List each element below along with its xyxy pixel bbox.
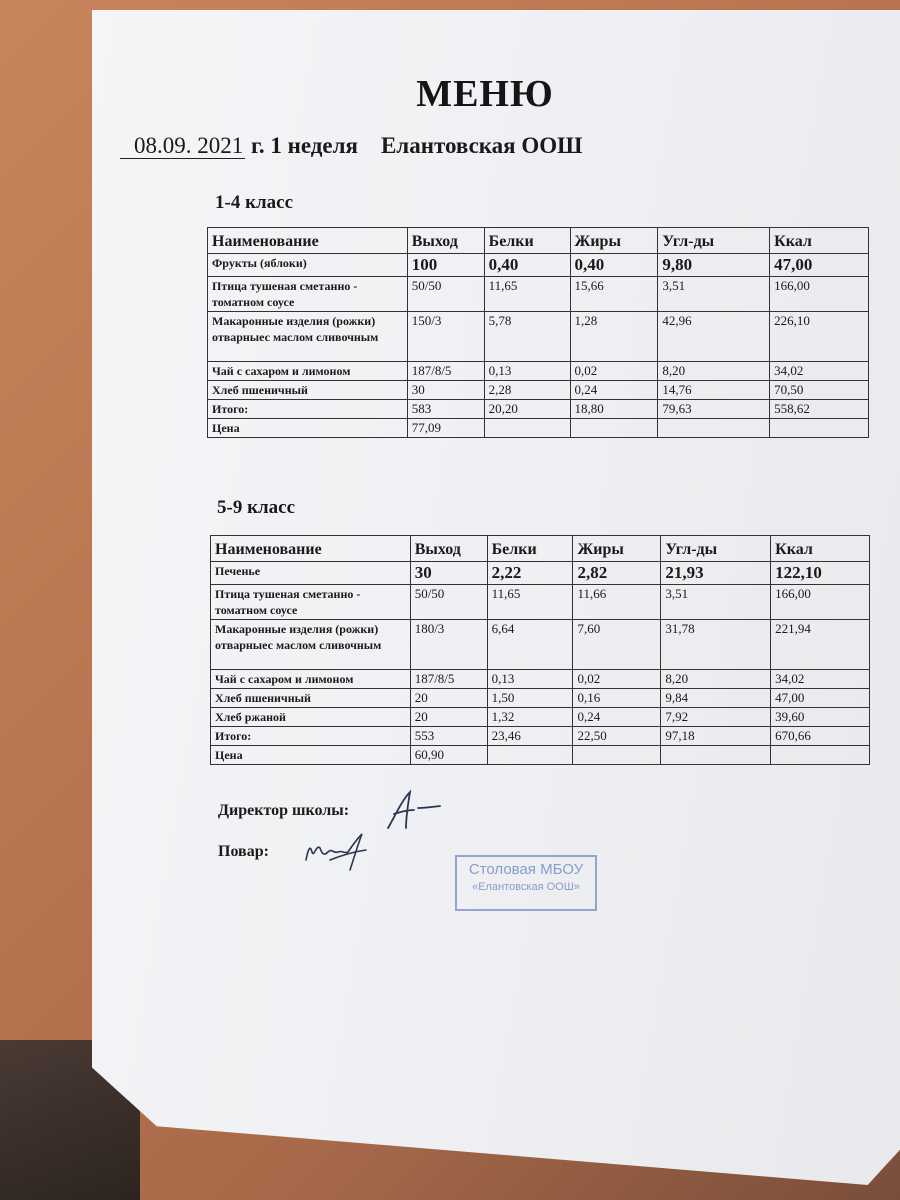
cell-fat: 7,60 — [573, 620, 661, 670]
header-protein: Белки — [484, 228, 570, 254]
header-out: Выход — [407, 228, 484, 254]
header-kcal: Ккал — [770, 228, 869, 254]
cell-protein: 0,13 — [487, 670, 573, 689]
cell-fat: 0,16 — [573, 689, 661, 708]
cell-kcal: 558,62 — [770, 400, 869, 419]
cell-out: 100 — [407, 254, 484, 277]
table-row — [208, 381, 869, 400]
cell-kcal: 166,00 — [770, 277, 869, 312]
cell-carbs: 7,92 — [661, 708, 771, 727]
cell-kcal — [770, 419, 869, 438]
cell-out: 187/8/5 — [407, 362, 484, 381]
cell-carbs: 97,18 — [661, 727, 771, 746]
table-row — [211, 689, 870, 708]
cell-out: 20 — [410, 708, 487, 727]
header-out: Выход — [410, 536, 487, 562]
cell-carbs: 14,76 — [658, 381, 770, 400]
cell-out: 50/50 — [407, 277, 484, 312]
table-row — [211, 727, 870, 746]
cell-name: Цена — [211, 746, 411, 765]
section-title-5-9: 5-9 класс — [217, 497, 296, 518]
cell-carbs — [658, 419, 770, 438]
menu-date: 08.09. 2021 — [120, 133, 245, 159]
cell-carbs: 9,80 — [658, 254, 770, 277]
cell-kcal — [771, 746, 870, 765]
cell-name: Хлеб пшеничный — [211, 689, 411, 708]
cook-signature — [300, 830, 375, 875]
cell-name: Хлеб ржаной — [211, 708, 411, 727]
table-row — [208, 277, 869, 312]
cell-out: 60,90 — [410, 746, 487, 765]
subtitle-text: г. 1 неделя Елантовская ООШ — [245, 133, 583, 158]
cell-carbs: 42,96 — [658, 312, 770, 362]
cell-carbs: 8,20 — [661, 670, 771, 689]
cell-protein: 1,32 — [487, 708, 573, 727]
table-row — [208, 362, 869, 381]
cell-out: 30 — [410, 562, 487, 585]
cell-fat: 18,80 — [570, 400, 658, 419]
cell-protein: 1,50 — [487, 689, 573, 708]
cell-kcal: 226,10 — [770, 312, 869, 362]
cell-fat: 22,50 — [573, 727, 661, 746]
cell-kcal: 122,10 — [771, 562, 870, 585]
cell-carbs: 79,63 — [658, 400, 770, 419]
cell-protein: 6,64 — [487, 620, 573, 670]
cell-protein: 0,13 — [484, 362, 570, 381]
cell-protein: 2,22 — [487, 562, 573, 585]
cell-carbs: 31,78 — [661, 620, 771, 670]
cell-out: 187/8/5 — [410, 670, 487, 689]
cell-name: Чай с сахаром и лимоном — [208, 362, 408, 381]
cell-out: 77,09 — [407, 419, 484, 438]
director-signature — [380, 788, 450, 833]
cell-carbs: 21,93 — [661, 562, 771, 585]
cell-name: Макаронные изделия (рожки) отварныес маслом сливочным — [211, 620, 411, 670]
cell-fat: 0,24 — [573, 708, 661, 727]
cell-out: 150/3 — [407, 312, 484, 362]
page-title: МЕНЮ — [416, 73, 554, 115]
cell-protein: 2,28 — [484, 381, 570, 400]
cell-fat: 0,02 — [570, 362, 658, 381]
cell-kcal: 47,00 — [770, 254, 869, 277]
table-row — [211, 670, 870, 689]
table-row — [211, 708, 870, 727]
cell-fat: 2,82 — [573, 562, 661, 585]
header-carbs: Угл-ды — [658, 228, 770, 254]
cell-kcal: 70,50 — [770, 381, 869, 400]
cell-fat: 15,66 — [570, 277, 658, 312]
cell-name: Итого: — [208, 400, 408, 419]
header-kcal: Ккал — [771, 536, 870, 562]
cell-protein — [484, 419, 570, 438]
table-row — [208, 312, 869, 362]
cell-fat: 0,24 — [570, 381, 658, 400]
cell-kcal: 34,02 — [771, 670, 870, 689]
header-fat: Жиры — [570, 228, 658, 254]
cell-protein: 23,46 — [487, 727, 573, 746]
cell-name: Хлеб пшеничный — [208, 381, 408, 400]
cell-carbs: 3,51 — [658, 277, 770, 312]
cell-carbs: 3,51 — [661, 585, 771, 620]
cell-out: 583 — [407, 400, 484, 419]
cell-name: Птица тушеная сметанно - томатном соусе — [208, 277, 408, 312]
table-row — [208, 254, 869, 277]
cell-name: Макаронные изделия (рожки) отварныес маслом сливочным — [208, 312, 408, 362]
cell-out: 553 — [410, 727, 487, 746]
cook-label: Повар: — [218, 843, 269, 860]
menu-table-1-4 — [207, 227, 869, 438]
header-carbs: Угл-ды — [661, 536, 771, 562]
header-protein: Белки — [487, 536, 573, 562]
cell-fat: 0,02 — [573, 670, 661, 689]
director-label: Директор школы: — [218, 802, 350, 819]
cell-kcal: 47,00 — [771, 689, 870, 708]
cell-kcal: 670,66 — [771, 727, 870, 746]
cell-fat: 11,66 — [573, 585, 661, 620]
cell-protein: 20,20 — [484, 400, 570, 419]
cell-kcal: 34,02 — [770, 362, 869, 381]
table-row — [208, 400, 869, 419]
table-header-row — [211, 536, 870, 562]
cell-protein: 11,65 — [487, 585, 573, 620]
cell-protein: 11,65 — [484, 277, 570, 312]
table-row — [208, 419, 869, 438]
cell-name: Фрукты (яблоки) — [208, 254, 408, 277]
table-row — [211, 746, 870, 765]
document-subtitle — [120, 133, 582, 159]
stamp-line-2: «Елантовская ООШ» — [472, 881, 580, 893]
cell-name: Птица тушеная сметанно - томатном соусе — [211, 585, 411, 620]
cell-name: Печенье — [211, 562, 411, 585]
cell-fat — [570, 419, 658, 438]
cell-protein: 0,40 — [484, 254, 570, 277]
table-row — [211, 585, 870, 620]
cell-kcal: 221,94 — [771, 620, 870, 670]
table-row — [211, 620, 870, 670]
cell-carbs: 8,20 — [658, 362, 770, 381]
cell-name: Чай с сахаром и лимоном — [211, 670, 411, 689]
cell-out: 180/3 — [410, 620, 487, 670]
cell-protein: 5,78 — [484, 312, 570, 362]
canteen-stamp — [455, 855, 597, 911]
cell-fat — [573, 746, 661, 765]
cell-name: Итого: — [211, 727, 411, 746]
cell-fat: 0,40 — [570, 254, 658, 277]
section-title-1-4: 1-4 класс — [215, 192, 294, 213]
stamp-line-1: Столовая МБОУ — [468, 861, 584, 878]
cell-kcal: 39,60 — [771, 708, 870, 727]
table-header-row — [208, 228, 869, 254]
cell-protein — [487, 746, 573, 765]
cell-name: Цена — [208, 419, 408, 438]
menu-table-5-9 — [210, 535, 870, 765]
table-row — [211, 562, 870, 585]
cell-out: 30 — [407, 381, 484, 400]
cell-fat: 1,28 — [570, 312, 658, 362]
header-name: Наименование — [211, 536, 411, 562]
cell-out: 20 — [410, 689, 487, 708]
cell-kcal: 166,00 — [771, 585, 870, 620]
cell-carbs: 9,84 — [661, 689, 771, 708]
cell-out: 50/50 — [410, 585, 487, 620]
header-fat: Жиры — [573, 536, 661, 562]
cell-carbs — [661, 746, 771, 765]
header-name: Наименование — [208, 228, 408, 254]
